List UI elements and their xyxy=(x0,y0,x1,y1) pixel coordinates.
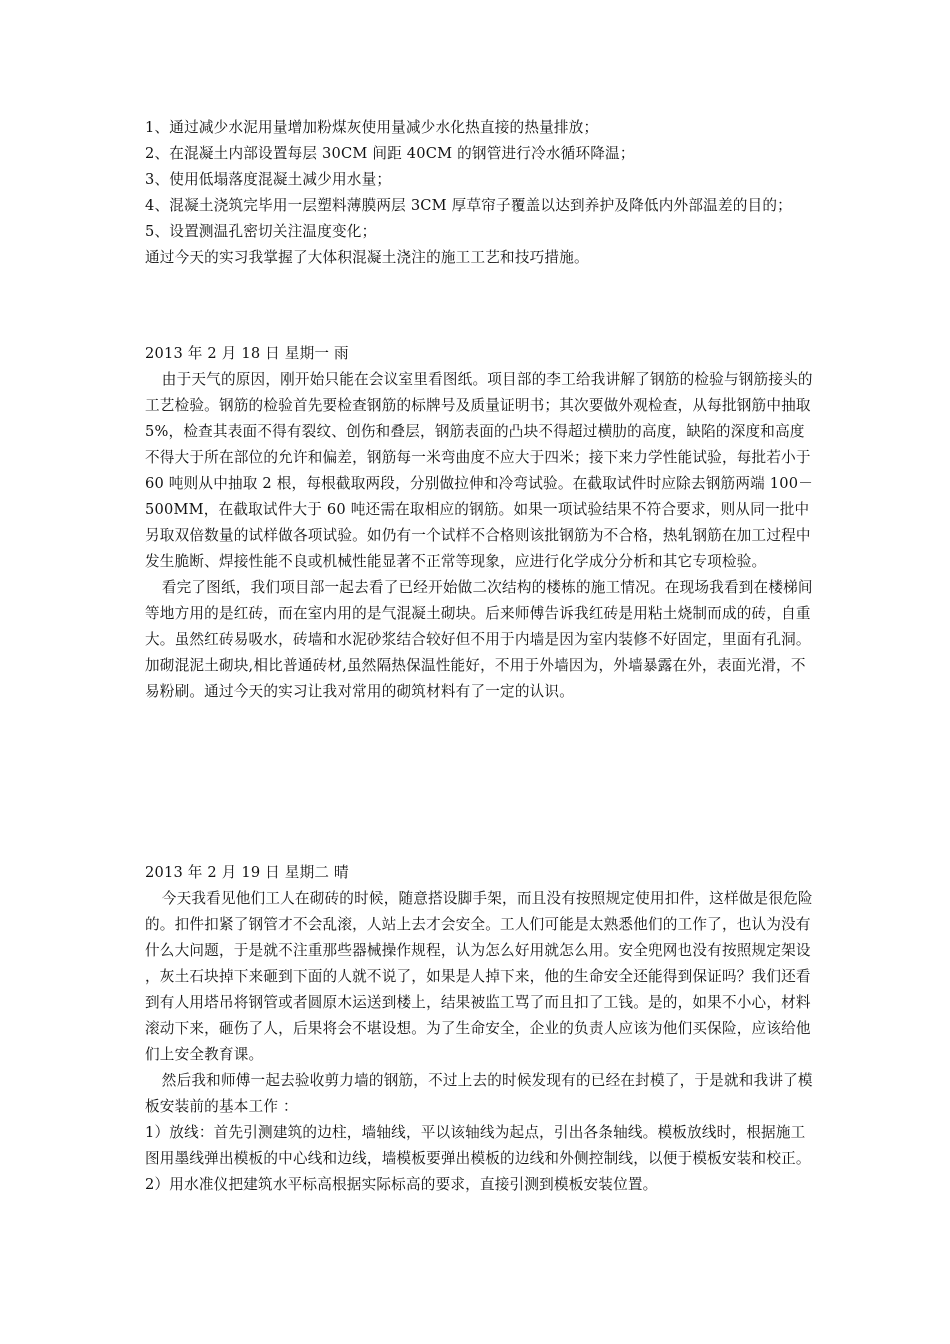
measure-item-4: 4、混凝土浇筑完毕用一层塑料薄膜两层 3CM 厚草帘子覆盖以达到养护及降低内外部温差的目的； xyxy=(145,197,792,214)
measure-item-1: 1、通过减少水泥用量增加粉煤灰使用量减少水化热直接的热量排放； xyxy=(145,119,599,136)
entry-date-heading: 2013 年 2 月 19 日 星期二 晴 xyxy=(145,864,349,881)
formwork-step-1: 1）放线：首先引测建筑的边柱，墙轴线，平以该轴线为起点，引出各条轴线。模板放线时，根据施工图用墨线弹出模板的中心线和边线，墙模板要弹出模板的边线和外侧控制线，以便于模板安装和校正。 xyxy=(145,1124,811,1167)
measure-item-5: 5、设置测温孔密切关注温度变化； xyxy=(145,223,377,240)
formwork-step-2: 2）用水准仪把建筑水平标高根据实际标高的要求，直接引测到模板安装位置。 xyxy=(145,1176,658,1193)
diary-entry-feb18 xyxy=(145,341,817,705)
diary-entry-feb19 xyxy=(145,860,817,1198)
entry-paragraph: 看完了图纸，我们项目部一起去看了已经开始做二次结构的楼栋的施工情况。在现场我看到在楼梯间等地方用的是红砖，而在室内用的是气混凝土砌块。后来师傅告诉我红砖是用粘土烧制而成的砖，自重大。虽然红砖易吸水，砖墙和水泥砂浆结合较好但不用于内墙是因为室内装修不好固定，里面有孔洞。加砌混泥土砌块,相比普通砖材,虽然隔热保温性能好，不用于外墙因为，外墙暴露在外，表面光滑，不易粉刷。通过今天的实习让我对常用的砌筑材料有了一定的认识。 xyxy=(145,579,813,700)
section-conclusion: 通过今天的实习我掌握了大体积混凝土浇注的施工工艺和技巧措施。 xyxy=(145,249,589,266)
entry-paragraph: 由于天气的原因，刚开始只能在会议室里看图纸。项目部的李工给我讲解了钢筋的检验与钢筋接头的工艺检验。钢筋的检验首先要检查钢筋的标牌号及质量证明书；其次要做外观检查，从每批钢筋中抽取 5%，检查其表面不得有裂纹、创伤和叠层，钢筋表面的凸块不得超过横肋的高度，缺陷的深度和高度不得大于所在部位的允许和偏差，钢筋每一米弯曲度不应大于四米；接下来力学性能试验，每批若小于 60 吨则从中抽取 2 根，每根截取两段，分别做拉伸和冷弯试验。在截取试件时应除去钢筋两端 100－500MM，在截取试件大于 60 吨还需在取相应的钢筋。如果一项试验结果不符合要求，则从同一批中另取双倍数量的试样做各项试验。如仍有一个试样不合格则该批钢筋为不合格，热轧钢筋在加工过程中发生脆断、焊接性能不良或机械性能显著不正常等现象，应进行化学成分分析和其它专项检验。 xyxy=(145,371,814,570)
entry-paragraph: 今天我看见他们工人在砌砖的时候，随意搭设脚手架，而且没有按照规定使用扣件，这样做是很危险的。扣件扣紧了钢管才不会乱滚，人站上去才会安全。工人们可能是太熟悉他们的工作了，也认为没有什么大问题，于是就不注重那些器械操作规程，认为怎么好用就怎么用。安全兜网也没有按照规定架设，灰土石块掉下来砸到下面的人就不说了，如果是人掉下来，他的生命安全还能得到保证吗？我们还看到有人用塔吊将钢管或者圆原木运送到楼上，结果被监工骂了而且扣了工钱。是的，如果不小心，材料滚动下来，砸伤了人，后果将会不堪设想。为了生命安全，企业的负责人应该为他们买保险，应该给他们上安全教育课。 xyxy=(145,890,813,1063)
construction-measures-section xyxy=(145,115,817,271)
measure-item-3: 3、使用低塌落度混凝土减少用水量； xyxy=(145,171,392,188)
measure-item-2: 2、在混凝土内部设置每层 30CM 间距 40CM 的钢管进行冷水循环降温； xyxy=(145,145,635,162)
entry-date-heading: 2013 年 2 月 18 日 星期一 雨 xyxy=(145,345,349,362)
entry-paragraph: 然后我和师傅一起去验收剪力墙的钢筋，不过上去的时候发现有的已经在封模了，于是就和我讲了模板安装前的基本工作 ： xyxy=(145,1072,813,1115)
